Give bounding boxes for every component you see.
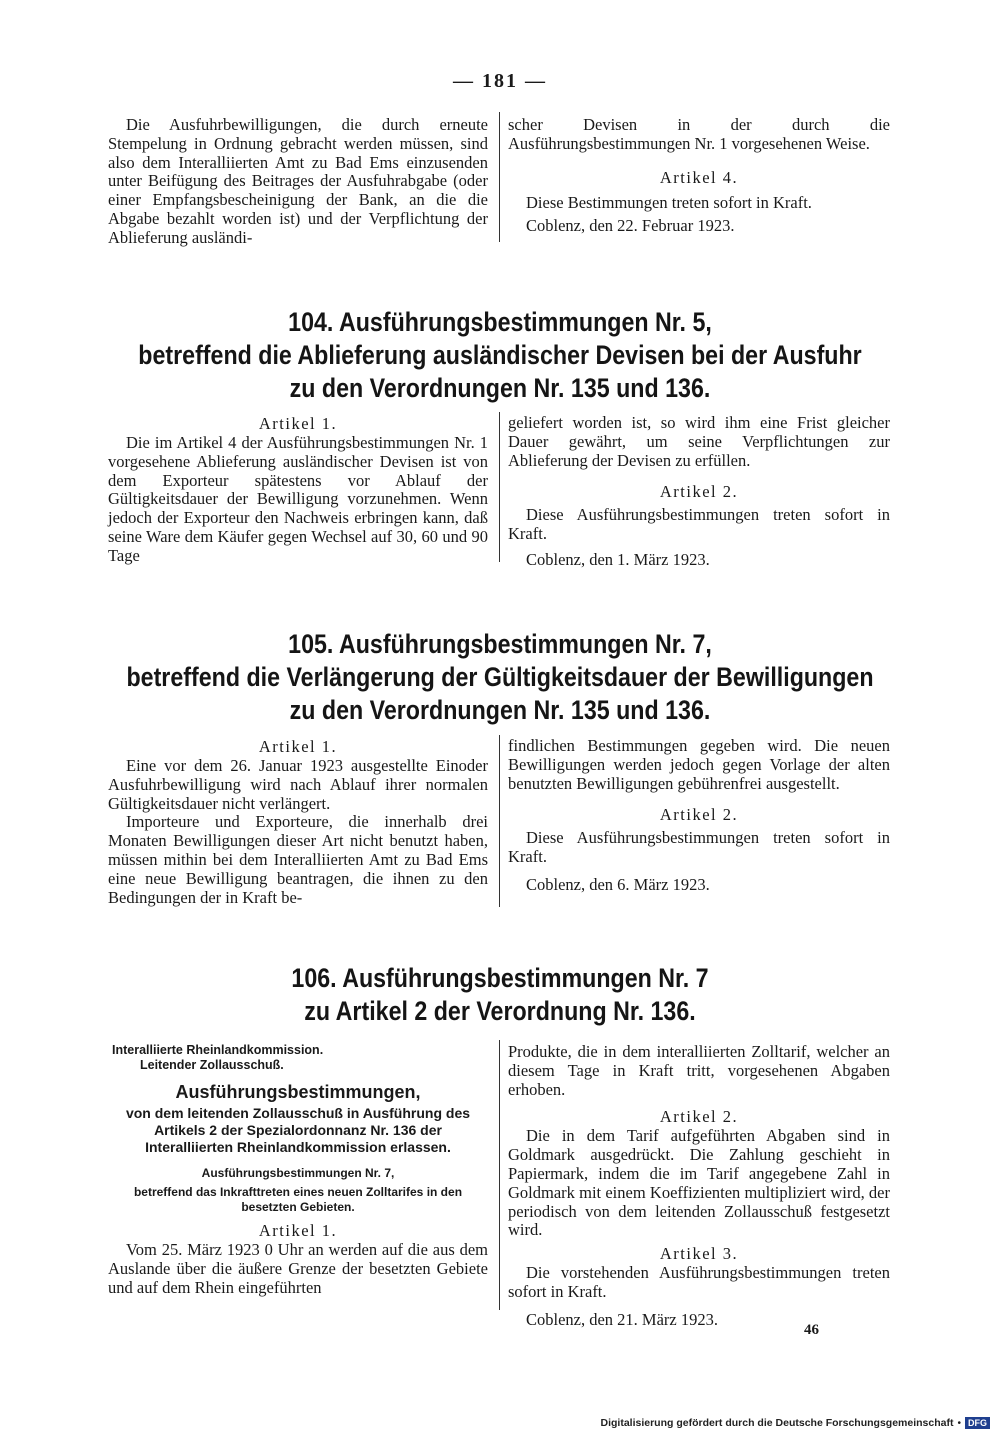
- small-description: betreffend das Inkrafttreten eines neuen Zolltarifes in den besetzten Gebieten.: [133, 1185, 463, 1214]
- column-divider: [499, 735, 500, 907]
- section-104-title: 104. Ausführungsbestimmungen Nr. 5, betreffend die Ablieferung ausländischer Devisen bei der Ausfuhr zu den Verordnungen Nr. 135 und 136.: [138, 307, 862, 403]
- date-line: Coblenz, den 1. März 1923.: [526, 549, 710, 569]
- section-105-title: 105. Ausführungsbestimmungen Nr. 7, betreffend die Verlängerung der Gültigkeitsdauer der Bewilligungen zu den Verordnungen Nr. 135 und 136.: [126, 629, 874, 725]
- s106-right-text-2: Die in dem Tarif aufgeführten Abgaben sind in Goldmark ausgedrückt. Die Zahlung geschieht in Papiermark, indem die im Tarif angegebene Zahl in Goldmark mit einem Koeffizienten multipliziert wird, der periodisch von dem leitenden Zollausschuß festgesetzt wird.: [508, 1126, 890, 1240]
- top-right-text-2: Diese Bestimmungen treten sofort in Kraft.: [526, 192, 812, 212]
- top-right-text: scher Devisen in der durch die Ausführungsbestimmungen Nr. 1 vorgesehenen Weise.: [508, 115, 890, 153]
- s104-left-column: [108, 414, 488, 566]
- s106-left-column: [108, 1043, 488, 1297]
- article-heading: Artikel 2.: [659, 482, 739, 502]
- s106-left-text: Vom 25. März 1923 0 Uhr an werden auf die aus dem Auslande über die äußere Grenze der besetzten Gebiete und auf dem Rhein eingeführten: [108, 1240, 488, 1297]
- article-heading: Artikel 4.: [659, 167, 739, 187]
- sheet-number: 46: [804, 1322, 819, 1338]
- dfg-logo: DFG: [965, 1417, 990, 1429]
- authority-line-2: Leitender Zollausschuß.: [140, 1058, 284, 1072]
- footer-text: Digitalisierung gefördert durch die Deutsche Forschungsgemeinschaft: [600, 1417, 954, 1429]
- s104-right-text: geliefert worden ist, so wird ihm eine Frist gleicher Dauer gewährt, um seine Verpflichtungen zur Ablieferung der Devisen zu erfüllen.: [508, 413, 890, 470]
- s106-right-text: Produkte, die in dem interalliierten Zolltarif, welcher an diesem Tage in Kraft tritt, vorgesehenen Abgaben erhoben.: [508, 1042, 890, 1099]
- article-heading: Artikel 1.: [258, 414, 338, 433]
- date-line: Coblenz, den 6. März 1923.: [526, 874, 710, 894]
- article-heading: Artikel 1.: [258, 1221, 338, 1240]
- s104-right-column: [508, 414, 890, 570]
- footer: [601, 1416, 991, 1430]
- s105-right-text-2: Diese Ausführungsbestimmungen treten sofort in Kraft.: [508, 828, 890, 867]
- date-line: Coblenz, den 21. März 1923.: [526, 1309, 718, 1329]
- date-line: Coblenz, den 22. Februar 1923.: [526, 216, 735, 236]
- s106-right-text-3: Die vorstehenden Ausführungsbestimmungen treten sofort in Kraft.: [508, 1263, 890, 1301]
- s105-right-column: [508, 737, 890, 895]
- article-heading: Artikel 1.: [258, 737, 338, 756]
- column-divider: [499, 1040, 500, 1310]
- s105-left-text-2: Importeure und Exporteure, die innerhalb drei Monaten Bewilligungen dieser Art nicht benutzt haben, müssen mithin bei dem Interalliierten Amt zu Bad Ems eine neue Bewilligung beantragen, die ihnen zu den Bedingungen der in Kraft be-: [108, 812, 488, 907]
- article-heading: Artikel 3.: [659, 1244, 739, 1264]
- authority-line-1: Interalliierte Rheinlandkommission.: [112, 1043, 324, 1057]
- page-number: — 181 —: [453, 70, 547, 92]
- s105-left-text: Eine vor dem 26. Januar 1923 ausgestellte Einoder Ausfuhrbewilligung wird nach Ablauf ihrer normalen Gültigkeitsdauer nicht verlängert.: [108, 756, 488, 813]
- footer-separator-icon: •: [957, 1417, 961, 1429]
- top-left-column: [108, 116, 488, 248]
- subhead-description: von dem leitenden Zollausschuß in Ausführung des Artikels 2 der Spezialordonnanz Nr. 136 der Interalliierten Rheinlandkommission erlassen.: [125, 1105, 471, 1155]
- s105-right-text: findlichen Bestimmungen gegeben wird. Die neuen Bewilligungen werden jedoch gegen Vorlage der alten benutzten Bewilligungen gebührenfrei ausgestellt.: [508, 736, 890, 793]
- article-heading: Artikel 2.: [659, 805, 739, 825]
- subhead: Ausführungsbestimmungen,: [175, 1082, 421, 1102]
- article-heading: Artikel 2.: [659, 1107, 739, 1127]
- column-divider: [499, 112, 500, 242]
- s105-left-column: [108, 737, 488, 907]
- top-left-text: Die Ausfuhrbewilligungen, die durch erneute Stempelung in Ordnung gebracht werden müssen, sind also dem Interalliierten Amt zu Bad Ems einzusenden unter Beifügung des Beitrages der Ausfuhrabgabe (oder einer Empfangsbescheinigung der Bank, an die die Abgabe bezahlt worden ist) und der Verpflichtung der Ablieferung ausländi-: [108, 115, 488, 247]
- column-divider: [499, 412, 500, 562]
- top-right-column: [508, 116, 890, 236]
- section-106-title: 106. Ausführungsbestimmungen Nr. 7 zu Artikel 2 der Verordnung Nr. 136.: [291, 963, 709, 1026]
- s104-left-text: Die im Artikel 4 der Ausführungsbestimmungen Nr. 1 vorgesehene Ablieferung ausländischer Devisen ist von dem Exporteur spätestens vor Ablauf der Gültigkeitsdauer der Bewilligung vorzunehmen. Wenn jedoch der Exporteur den Nachweis erbringen kann, daß seine Ware dem Käufer gegen Wechsel auf 30, 60 und 90 Tage: [108, 433, 488, 565]
- s104-right-text-2: Diese Ausführungsbestimmungen treten sofort in Kraft.: [508, 505, 890, 544]
- small-heading: Ausführungsbestimmungen Nr. 7,: [201, 1166, 395, 1180]
- s106-right-column: [508, 1043, 890, 1330]
